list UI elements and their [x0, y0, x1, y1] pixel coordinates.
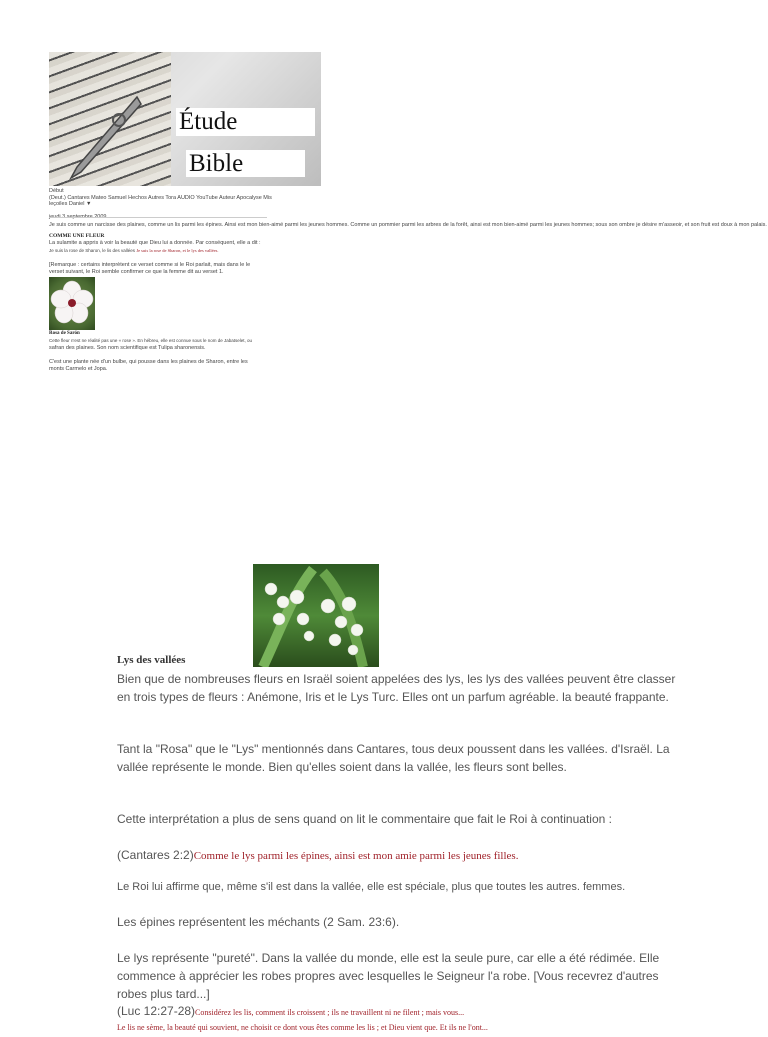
post-intro: Je suis comme un narcisse des plaines, comme un lis parmi les épines. Ainsi est mon bien-aimé parmi les jeunes hommes. Comme un pommier parmi les arbres de la forêt, ainsi est mon bien-aimé parmi les jeunes hommes; sous son ombre je désire m'asseoir, et son fruit est doux à mon palais. [49, 222, 767, 228]
lily-of-the-valley-image [253, 564, 379, 667]
verse-ref: (Cantares 2:2) [117, 848, 194, 862]
paragraph-quote [49, 248, 264, 255]
paragraph: La sulamite a appris à voir la beauté que Dieu lui a donnée. Par conséquent, elle a dit : [49, 240, 261, 246]
divider [49, 217, 267, 218]
yad-pointer-icon [57, 92, 147, 182]
lys-section-title: Lys des vallées [117, 654, 186, 666]
paragraph: Les épines représentent les méchants (2 Sam. 23:6). [117, 915, 400, 929]
site-title-line1: Étude [176, 108, 315, 136]
verse-text: Le lis ne sème, la beauté qui souvient, ne choisit ce dont vous êtes comme les lis ; et Dieu vient que. Et ils ne l'ont... [117, 1023, 488, 1032]
paragraph: Tant la "Rosa" que le "Lys" mentionnés dans Cantares, tous deux poussent dans les vallées. d'Israël. La vallée représente le monde. Bien qu'elles soient dans la vallée, les fleurs sont belles. [117, 742, 670, 774]
paragraph: C'est une plante née d'un bulbe, qui pousse dans les plaines de Sharon, entre les monts Carmelo et Jopa. [49, 359, 248, 372]
lily-icon [253, 564, 379, 667]
image-caption-title: Rosa de Sarón [49, 331, 80, 336]
verse-paragraph [117, 1018, 677, 1037]
rose-of-sharon-image [49, 277, 95, 330]
paragraph: safran des plaines. Son nom scientifique est Tulipa sharonensis. [49, 345, 206, 351]
remark-paragraph: [Remarque : certains interprètent ce verset comme si le Roi parlait, mais dans le le verset suivant, le Roi semble confirmer ce que la femme dit au verset 1. [49, 262, 251, 275]
flower-icon [49, 277, 95, 330]
verse-text: Considérez les lis, comment ils croissent ; ils ne travaillent ni ne filent ; mais vous... [195, 1008, 465, 1017]
verse-paragraph [117, 846, 677, 865]
navigation-links[interactable]: Début (Deut.) Cantares Mateo Samuel Hechos Autres Tora AUDIO YouTube Auteur Apocalyse Mis leçoiles Daniel ▼ [49, 188, 272, 207]
verse-ref: (Luc 12:27-28) [117, 1004, 196, 1018]
section-heading: COMME UNE FLEUR [49, 233, 105, 239]
header-banner [49, 52, 321, 186]
site-title-line2: Bible [186, 150, 305, 177]
paragraph: Bien que de nombreuses fleurs en Israël soient appelées des lys, les lys des vallées peuvent être classer en trois types de fleurs : Anémone, Iris et le Lys Turc. Elles ont un parfum agréable. la beauté frappante. [117, 672, 676, 704]
paragraph: Cette interprétation a plus de sens quand on lit le commentaire que fait le Roi à continuation : [117, 812, 612, 826]
quote-red: Je suis la rose de Sharon, et le lys des vallées. [136, 248, 219, 253]
paragraph: Cette fleur n'est ne réalité pas une « rose ». En hébreu, elle est connue sous le nom de Jabatselet, ou [49, 338, 252, 343]
quote-prefix: Je suis la rose de Sharon, le lis des vallées [49, 248, 136, 253]
paragraph: Le lys représente "pureté". Dans la vallée du monde, elle est la seule pure, car elle a été rédimée. Elle commence à apprécier les robes propres avec lesquelles le Seigneur l'a robe. [Vous recevrez d'autres robes plus tard...] [117, 951, 660, 1001]
verse-text: Comme le lys parmi les épines, ainsi est mon amie parmi les jeunes filles. [193, 850, 519, 862]
paragraph: Le Roi lui affirme que, même s'il est dans la vallée, elle est spéciale, plus que toutes les autres. femmes. [117, 881, 626, 893]
